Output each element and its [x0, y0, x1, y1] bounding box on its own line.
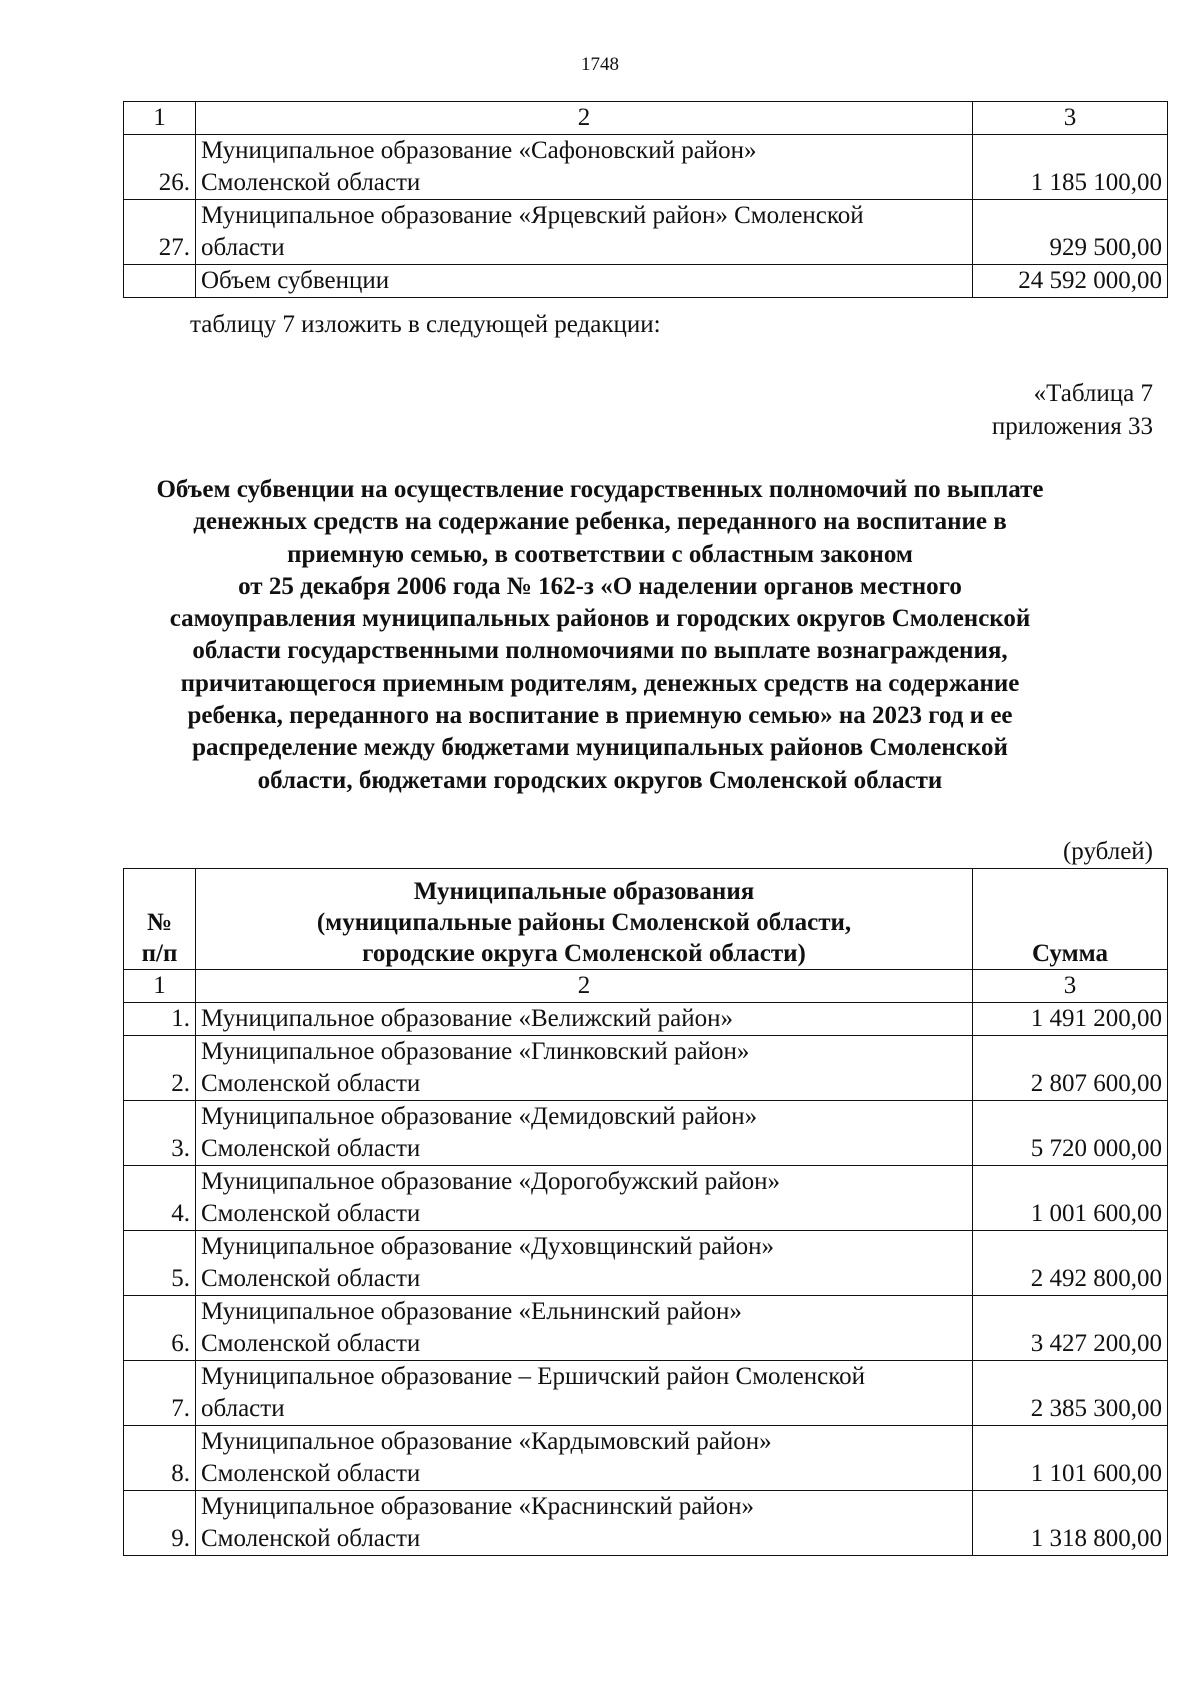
- municipality-name: [196, 1296, 973, 1361]
- table-row: [124, 1296, 1168, 1361]
- municipality-name-line: Смоленской области: [201, 1460, 421, 1487]
- title-line: от 25 декабря 2006 года № 162-з «О наделении органов местного: [238, 572, 962, 600]
- table-row: [124, 135, 1168, 200]
- header-amount: Сумма: [973, 869, 1168, 970]
- header-municipality-line: (муниципальные районы Смоленской области,: [316, 909, 852, 936]
- amount: 2 492 800,00: [973, 1231, 1168, 1296]
- amount: 5 720 000,00: [973, 1101, 1168, 1166]
- row-number: 9.: [124, 1491, 196, 1556]
- continued-table: [123, 101, 1168, 298]
- table-row: [124, 1003, 1168, 1036]
- municipality-name-line: Муниципальное образование «Кардымовский район»: [201, 1428, 772, 1455]
- table-row: [124, 1036, 1168, 1101]
- municipality-name: [196, 1036, 973, 1101]
- table-row: [124, 1361, 1168, 1426]
- municipality-name-line: Муниципальное образование «Ярцевский район» Смоленской: [201, 202, 864, 229]
- column-number: 3: [973, 970, 1168, 1003]
- municipality-name-line: области: [201, 1395, 285, 1422]
- municipality-name-line: Муниципальное образование «Ельнинский район»: [201, 1298, 742, 1325]
- municipality-name-line: Муниципальное образование «Духовщинский район»: [201, 1233, 774, 1260]
- column-number-row: [124, 970, 1168, 1003]
- header-municipality-line: Муниципальные образования: [413, 878, 755, 905]
- row-number: 2.: [124, 1036, 196, 1101]
- amount: 1 491 200,00: [973, 1003, 1168, 1036]
- empty-cell: [124, 265, 196, 298]
- municipality-name-line: Муниципальное образование «Глинковский район»: [201, 1038, 750, 1065]
- municipality-name-line: Муниципальное образование «Краснинский район»: [201, 1493, 755, 1520]
- municipality-name-line: Муниципальное образование «Велижский район»: [201, 1005, 733, 1032]
- instruction-text: таблицу 7 изложить в следующей редакции:: [190, 311, 661, 338]
- row-number: 6.: [124, 1296, 196, 1361]
- municipality-name-line: Смоленской области: [201, 1135, 421, 1162]
- amount: 2 807 600,00: [973, 1036, 1168, 1101]
- table-row: [124, 1491, 1168, 1556]
- title-line: области, бюджетами городских округов Смоленской области: [257, 766, 943, 794]
- header-municipality: [196, 869, 973, 970]
- title-line: области государственными полномочиями по выплате вознаграждения,: [192, 637, 1008, 665]
- amount: 1 001 600,00: [973, 1166, 1168, 1231]
- municipality-name: [196, 1003, 973, 1036]
- amount: 1 101 600,00: [973, 1426, 1168, 1491]
- column-number: 1: [124, 970, 196, 1003]
- municipality-name-line: Смоленской области: [201, 1330, 421, 1357]
- row-number: 8.: [124, 1426, 196, 1491]
- header-number: [124, 869, 196, 970]
- municipality-name-line: Смоленской области: [201, 1525, 421, 1552]
- table-row: [124, 1231, 1168, 1296]
- total-row: [124, 265, 1168, 298]
- column-number-row: [124, 102, 1168, 135]
- table-reference-line: «Таблица 7: [1033, 380, 1153, 407]
- municipality-name: [196, 1361, 973, 1426]
- municipality-name: [196, 1491, 973, 1556]
- title-line: самоуправления муниципальных районов и городских округов Смоленской: [169, 605, 1031, 633]
- amount: 1 185 100,00: [973, 135, 1168, 200]
- municipality-name: [196, 1166, 973, 1231]
- table-title: [110, 474, 1090, 797]
- municipality-name-line: Муниципальное образование «Демидовский район»: [201, 1103, 758, 1130]
- municipality-name-line: Муниципальное образование «Сафоновский район»: [201, 137, 757, 164]
- header-municipality-line: городские округа Смоленской области): [362, 940, 806, 967]
- column-number: 3: [973, 102, 1168, 135]
- municipality-name: [196, 1231, 973, 1296]
- table-row: [124, 1101, 1168, 1166]
- subvention-table: [123, 868, 1168, 1556]
- column-number: 2: [196, 102, 973, 135]
- municipality-name-line: Смоленской области: [201, 1200, 421, 1227]
- amount: 3 427 200,00: [973, 1296, 1168, 1361]
- page-number: 1748: [581, 54, 619, 75]
- title-line: денежных средств на содержание ребенка, переданного на воспитание в: [193, 508, 1007, 536]
- municipality-name-line: области: [201, 234, 285, 261]
- title-line: распределение между бюджетами муниципальных районов Смоленской: [192, 734, 1008, 762]
- municipality-name: [196, 200, 973, 265]
- municipality-name-line: Смоленской области: [201, 169, 421, 196]
- header-number-line: п/п: [141, 940, 178, 967]
- row-number: 27.: [124, 200, 196, 265]
- municipality-name: [196, 1426, 973, 1491]
- column-number: 1: [124, 102, 196, 135]
- row-number: 3.: [124, 1101, 196, 1166]
- municipality-name-line: Смоленской области: [201, 1070, 421, 1097]
- amount: 1 318 800,00: [973, 1491, 1168, 1556]
- title-line: причитающегося приемным родителям, денежных средств на содержание: [180, 669, 1020, 697]
- municipality-name-line: Муниципальное образование – Ершичский район Смоленской: [201, 1363, 865, 1390]
- municipality-name: [196, 1101, 973, 1166]
- header-number-line: №: [146, 909, 173, 936]
- total-amount: 24 592 000,00: [973, 265, 1168, 298]
- units-label: (рублей): [1062, 838, 1153, 865]
- table-reference-line: приложения 33: [991, 413, 1153, 440]
- row-number: 7.: [124, 1361, 196, 1426]
- municipality-name-line: Смоленской области: [201, 1265, 421, 1292]
- title-line: Объем субвенции на осуществление государственных полномочий по выплате: [156, 476, 1044, 503]
- amount: 2 385 300,00: [973, 1361, 1168, 1426]
- column-number: 2: [196, 970, 973, 1003]
- title-line: ребенка, переданного на воспитание в приемную семью» на 2023 год и ее: [187, 702, 1013, 730]
- row-number: 26.: [124, 135, 196, 200]
- row-number: 1.: [124, 1003, 196, 1036]
- title-line: приемную семью, в соответствии с областным законом: [287, 540, 913, 568]
- municipality-name-line: Муниципальное образование «Дорогобужский район»: [201, 1168, 780, 1195]
- table-row: [124, 1166, 1168, 1231]
- table-reference: [992, 377, 1153, 443]
- total-label: Объем субвенции: [196, 265, 973, 298]
- table-header-row: [124, 869, 1168, 970]
- municipality-name: [196, 135, 973, 200]
- table-row: [124, 1426, 1168, 1491]
- table-row: [124, 200, 1168, 265]
- row-number: 4.: [124, 1166, 196, 1231]
- row-number: 5.: [124, 1231, 196, 1296]
- amount: 929 500,00: [973, 200, 1168, 265]
